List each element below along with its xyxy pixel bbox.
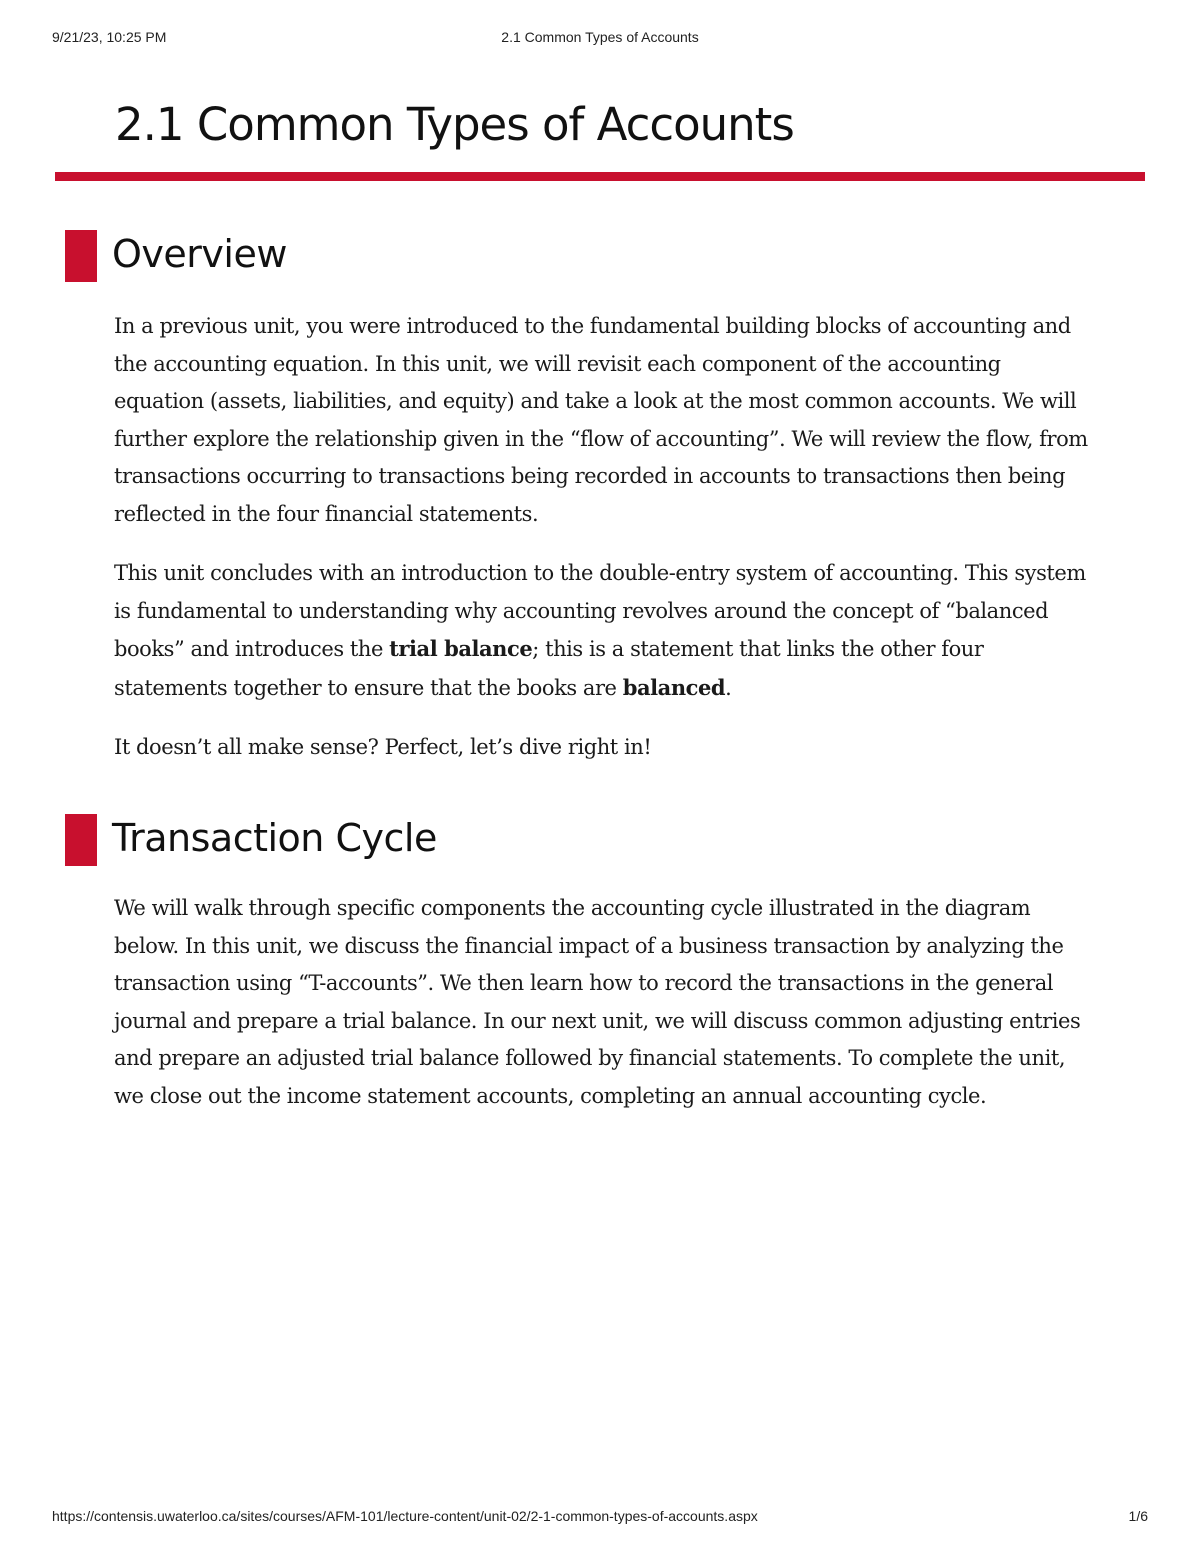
page-title: 2.1 Common Types of Accounts <box>115 98 794 151</box>
balanced-term: balanced <box>622 674 726 700</box>
trial-balance-term: trial balance <box>389 636 533 661</box>
overview-paragraph-3: It doesn’t all make sense? Perfect, let’s dive right in! <box>114 735 652 759</box>
title-divider <box>55 172 1145 181</box>
overview-paragraph-2 <box>65 555 1095 707</box>
overview-heading-text: Overview <box>112 232 287 276</box>
paragraph-text: . <box>725 675 732 700</box>
print-header-datetime: 9/21/23, 10:25 PM <box>52 29 167 45</box>
page-number: 1/6 <box>1128 1508 1148 1524</box>
transaction-cycle-heading-text: Transaction Cycle <box>112 816 437 860</box>
paragraph-text: This unit concludes with an introduction to the double-entry system of accounting. This system is fundamental to understanding why accounting revolves around the concept of “balanced books” and introduces the <box>114 561 1086 661</box>
overview-paragraph-1: In a previous unit, you were introduced to the fundamental building blocks of accounting and the accounting equation. In this unit, we will revisit each component of the accounting equation (assets, liabilities, and equity) and take a look at the most common accounts. We will further explore the relationship given in the “flow of accounting”. We will review the flow, from transactions occurring to transactions being recorded in accounts to transactions then being reflected in the four financial statements. <box>114 314 1088 526</box>
print-footer <box>0 1508 1200 1528</box>
transaction-cycle-paragraph: We will walk through specific components the accounting cycle illustrated in the diagram below. In this unit, we discuss the financial impact of a business transaction by analyzing the transaction using “T-accounts”. We then learn how to record the transactions in the general journal and prepare a trial balance. In our next unit, we will discuss common adjusting entries and prepare an adjusted trial balance followed by financial statements. To complete the unit, we close out the income statement accounts, completing an annual accounting cycle. <box>114 896 1081 1108</box>
print-header <box>0 29 1200 49</box>
overview-heading <box>65 230 1095 286</box>
heading-accent-bar <box>65 814 97 866</box>
paragraph-text: ; this is a statement that links the other four statements together to ensure that the books are <box>114 637 984 700</box>
heading-accent-bar <box>65 230 97 282</box>
transaction-cycle-heading <box>65 814 1095 870</box>
page-url: https://contensis.uwaterloo.ca/sites/courses/AFM-101/lecture-content/unit-02/2-1-common-types-of-accounts.aspx <box>52 1508 758 1524</box>
transaction-cycle-section <box>65 814 1095 1115</box>
print-header-title: 2.1 Common Types of Accounts <box>501 29 699 45</box>
overview-section <box>65 230 1095 767</box>
